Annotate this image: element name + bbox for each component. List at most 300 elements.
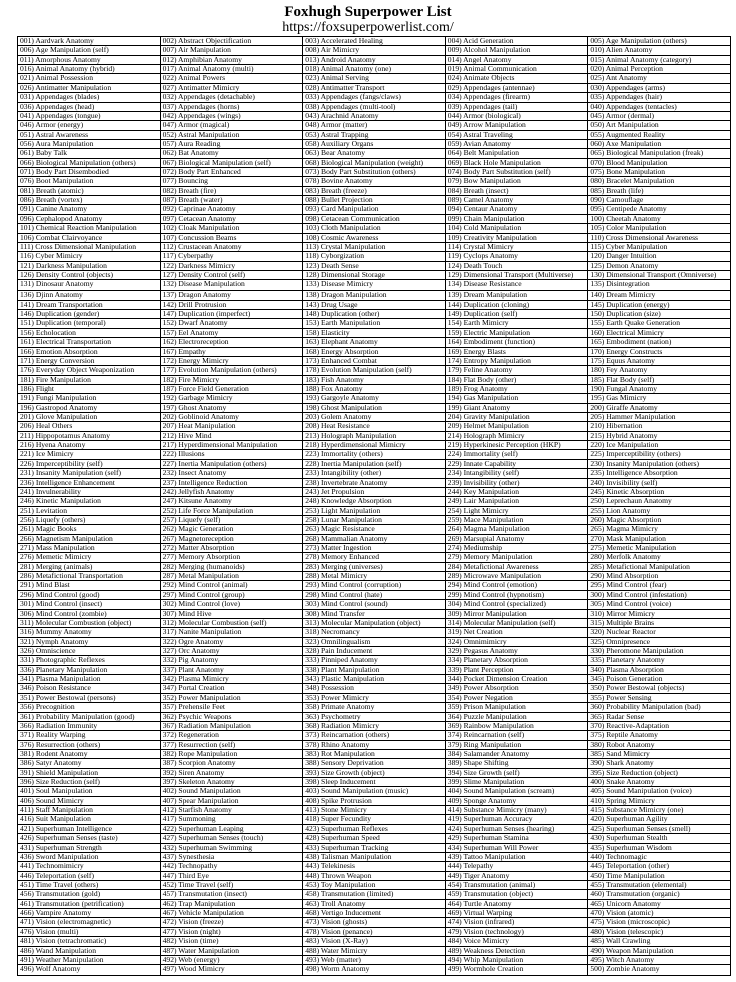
power-cell: 420) Superhuman Agility: [588, 815, 731, 824]
power-cell: 106) Combat Clairvoyance: [18, 233, 161, 242]
table-row: [18, 834, 731, 843]
power-cell: 471) Vision (electromagnetic): [18, 918, 161, 927]
power-cell: 080) Bracelet Manipulation: [588, 177, 731, 186]
power-cell: 155) Earth Quake Generation: [588, 319, 731, 328]
power-cell: 083) Breath (freeze): [303, 186, 446, 195]
power-cell: 335) Planetary Anatomy: [588, 656, 731, 665]
power-cell: 147) Duplication (imperfect): [160, 310, 303, 319]
power-cell: 066) Biological Manipulation (others): [18, 158, 161, 167]
power-cell: 190) Fungal Anatomy: [588, 384, 731, 393]
power-cell: 184) Flat Body (other): [445, 375, 588, 384]
power-cell: 137) Dragon Anatomy: [160, 291, 303, 300]
power-cell: 194) Gas Manipulation: [445, 394, 588, 403]
power-cell: 358) Primate Anatomy: [303, 703, 446, 712]
table-row: [18, 55, 731, 64]
power-cell: 249) Lair Manipulation: [445, 497, 588, 506]
power-cell: 235) Intelligence Absorption: [588, 469, 731, 478]
power-cell: 382) Rope Manipulation: [160, 749, 303, 758]
power-cell: 339) Plant Perception: [445, 665, 588, 674]
power-cell: 062) Bat Anatomy: [160, 149, 303, 158]
power-cell: 500) Zombie Anatomy: [588, 965, 731, 976]
power-cell: 222) Illusions: [160, 450, 303, 459]
power-cell: 349) Power Absorption: [445, 684, 588, 693]
power-cell: 285) Metafictional Manipulation: [588, 562, 731, 571]
table-row: [18, 647, 731, 656]
power-cell: 478) Vision (penance): [303, 927, 446, 936]
table-row: [18, 684, 731, 693]
power-cell: 152) Dwarf Anatomy: [160, 319, 303, 328]
table-row: [18, 46, 731, 55]
power-cell: 076) Boot Manipulation: [18, 177, 161, 186]
power-cell: 271) Mass Manipulation: [18, 544, 161, 553]
power-cell: 128) Dimensional Storage: [303, 270, 446, 279]
power-cell: 073) Body Part Substitution (others): [303, 168, 446, 177]
table-row: [18, 149, 731, 158]
table-row: [18, 270, 731, 279]
power-cell: 227) Inertia Manipulation (others): [160, 459, 303, 468]
table-row: [18, 384, 731, 393]
power-cell: 473) Vision (ghosts): [303, 918, 446, 927]
power-cell: 048) Armor (matter): [303, 121, 446, 130]
power-cell: 410) Spring Mimicry: [588, 796, 731, 805]
table-row: [18, 778, 731, 787]
power-cell: 267) Magnetoreception: [160, 534, 303, 543]
power-cell: 162) Electroreception: [160, 338, 303, 347]
power-cell: 360) Probability Manipulation (bad): [588, 703, 731, 712]
power-cell: 149) Duplication (self): [445, 310, 588, 319]
power-cell: 298) Mind Control (hate): [303, 590, 446, 599]
power-cell: 081) Breath (atomic): [18, 186, 161, 195]
power-cell: 016) Animal Anatomy (hybrid): [18, 65, 161, 74]
power-cell: 470) Vision (atomic): [588, 909, 731, 918]
power-cell: 008) Air Mimicry: [303, 46, 446, 55]
power-cell: 060) Axe Manipulation: [588, 139, 731, 148]
table-row: [18, 497, 731, 506]
table-row: [18, 796, 731, 805]
power-cell: 075) Bone Manipulation: [588, 168, 731, 177]
table-row: [18, 787, 731, 796]
power-cell: 013) Android Anatomy: [303, 55, 446, 64]
power-cell: 321) Nymph Anatomy: [18, 637, 161, 646]
power-cell: 263) Magic Resistance: [303, 525, 446, 534]
power-cell: 351) Power Bestowal (persons): [18, 693, 161, 702]
power-cell: 161) Electrical Transportation: [18, 338, 161, 347]
power-cell: 392) Siren Anatomy: [160, 768, 303, 777]
table-row: [18, 487, 731, 496]
power-cell: 452) Time Travel (self): [160, 880, 303, 889]
power-cell: 367) Radiation Manipulation: [160, 721, 303, 730]
power-cell: 130) Dimensional Transport (Omniverse): [588, 270, 731, 279]
power-cell: 333) Pinniped Anatomy: [303, 656, 446, 665]
power-cell: 486) Wand Manipulation: [18, 946, 161, 955]
power-cell: 324) Omnimimicry: [445, 637, 588, 646]
power-cell: 085) Breath (life): [588, 186, 731, 195]
power-cell: 270) Mask Manipulation: [588, 534, 731, 543]
power-cell: 195) Gas Mimicry: [588, 394, 731, 403]
power-cell: 469) Virtual Warping: [445, 909, 588, 918]
power-cell: 170) Energy Constructs: [588, 347, 731, 356]
table-row: [18, 562, 731, 571]
power-cell: 379) Ring Manipulation: [445, 740, 588, 749]
power-cell: 198) Ghost Manipulation: [303, 403, 446, 412]
power-cell: 054) Astral Traveling: [445, 130, 588, 139]
power-cell: 476) Vision (multi): [18, 927, 161, 936]
power-cell: 253) Light Manipulation: [303, 506, 446, 515]
power-cell: 346) Poison Resistance: [18, 684, 161, 693]
power-cell: 131) Dinosaur Anatomy: [18, 280, 161, 291]
power-cell: 480) Vision (telescopic): [588, 927, 731, 936]
power-cell: 322) Ogre Anatomy: [160, 637, 303, 646]
power-cell: 490) Weapon Manipulation: [588, 946, 731, 955]
power-cell: 186) Flight: [18, 384, 161, 393]
power-cell: 353) Power Mimicry: [303, 693, 446, 702]
power-cell: 459) Transmutation (object): [445, 890, 588, 899]
power-cell: 297) Mind Control (group): [160, 590, 303, 599]
power-cell: 181) Fire Manipulation: [18, 375, 161, 384]
table-row: [18, 242, 731, 251]
power-cell: 024) Animate Objects: [445, 74, 588, 83]
power-cell: 277) Memory Absorption: [160, 553, 303, 562]
power-cell: 441) Technomimicry: [18, 862, 161, 871]
power-cell: 446) Teleportation (self): [18, 871, 161, 880]
power-cell: 240) Invisibility (self): [588, 478, 731, 487]
power-cell: 197) Ghost Anatomy: [160, 403, 303, 412]
power-cell: 055) Augmented Reality: [588, 130, 731, 139]
power-cell: 037) Appendages (horns): [160, 102, 303, 111]
power-cell: 415) Substance Mimicry (one): [588, 806, 731, 815]
power-cell: 011) Amorphous Anatomy: [18, 55, 161, 64]
table-row: [18, 252, 731, 261]
power-cell: 368) Radiation Mimicry: [303, 721, 446, 730]
power-cell: 454) Transmutation (animal): [445, 880, 588, 889]
power-cell: 468) Vertigo Inducement: [303, 909, 446, 918]
power-cell: 463) Troll Anatomy: [303, 899, 446, 908]
table-row: [18, 965, 731, 976]
power-cell: 403) Sound Manipulation (music): [303, 787, 446, 796]
power-cell: 049) Arrow Manipulation: [445, 121, 588, 130]
power-cell: 193) Gargoyle Anatomy: [303, 394, 446, 403]
power-cell: 059) Avian Anatomy: [445, 139, 588, 148]
power-cell: 112) Crustacean Anatomy: [160, 242, 303, 251]
power-cell: 493) Web (matter): [303, 955, 446, 964]
power-cell: 051) Astral Awareness: [18, 130, 161, 139]
power-cell: 119) Cyclops Anatomy: [445, 252, 588, 261]
table-row: [18, 815, 731, 824]
power-cell: 437) Synesthesia: [160, 852, 303, 861]
table-row: [18, 338, 731, 347]
power-cell: 210) Hibernation: [588, 422, 731, 431]
power-cell: 363) Psychometry: [303, 712, 446, 721]
power-cell: 072) Body Part Enhanced: [160, 168, 303, 177]
power-cell: 183) Fish Anatomy: [303, 375, 446, 384]
power-cell: 133) Disease Mimicry: [303, 280, 446, 291]
power-cell: 306) Mind Control (zombie): [18, 609, 161, 618]
power-cell: 061) Baby Talk: [18, 149, 161, 158]
table-row: [18, 712, 731, 721]
power-cell: 098) Cetacean Communication: [303, 214, 446, 223]
power-cell: 440) Technomagic: [588, 852, 731, 861]
power-cell: 204) Gravity Manipulation: [445, 413, 588, 422]
table-row: [18, 366, 731, 375]
power-cell: 140) Dream Mimicry: [588, 291, 731, 300]
table-row: [18, 102, 731, 111]
power-cell: 295) Mind Control (fear): [588, 581, 731, 590]
power-cell: 436) Sword Manipulation: [18, 852, 161, 861]
power-cell: 307) Mind Hive: [160, 609, 303, 618]
table-row: [18, 899, 731, 908]
power-cell: 196) Gastropod Anatomy: [18, 403, 161, 412]
power-cell: 383) Rot Manipulation: [303, 749, 446, 758]
power-cell: 033) Appendages (fangs/claws): [303, 93, 446, 102]
power-cell: 017) Animal Anatomy (multi): [160, 65, 303, 74]
power-cell: 224) Immortality (self): [445, 450, 588, 459]
power-cell: 248) Knowledge Absorption: [303, 497, 446, 506]
table-row: [18, 356, 731, 365]
power-cell: 421) Superhuman Intelligence: [18, 824, 161, 833]
power-cell: 483) Vision (X-Ray): [303, 937, 446, 946]
table-row: [18, 918, 731, 927]
table-row: [18, 937, 731, 946]
table-row: [18, 168, 731, 177]
power-cell: 068) Biological Manipulation (weight): [303, 158, 446, 167]
table-row: [18, 768, 731, 777]
power-cell: 108) Cosmic Awareness: [303, 233, 446, 242]
power-cell: 453) Toy Manipulation: [303, 880, 446, 889]
power-cell: 422) Superhuman Leaping: [160, 824, 303, 833]
power-cell: 001) Aardvark Anatomy: [18, 37, 161, 46]
power-cell: 273) Matter Ingestion: [303, 544, 446, 553]
power-cell: 359) Prison Manipulation: [445, 703, 588, 712]
power-cell: 394) Size Growth (self): [445, 768, 588, 777]
power-cell: 002) Abstract Objectification: [160, 37, 303, 46]
table-row: [18, 139, 731, 148]
power-cell: 477) Vision (night): [160, 927, 303, 936]
power-cell: 338) Plant Manipulation: [303, 665, 446, 674]
power-cell: 275) Memetic Manipulation: [588, 544, 731, 553]
power-cell: 489) Weakness Detection: [445, 946, 588, 955]
power-cell: 337) Plant Anatomy: [160, 665, 303, 674]
power-cell: 114) Crystal Mimicry: [445, 242, 588, 251]
power-cell: 239) Invisibility (other): [445, 478, 588, 487]
table-row: [18, 515, 731, 524]
power-cell: 040) Appendages (tentacles): [588, 102, 731, 111]
power-cell: 151) Duplication (temporal): [18, 319, 161, 328]
power-cell: 250) Leprechaun Anatomy: [588, 497, 731, 506]
power-cell: 282) Merging (humanoids): [160, 562, 303, 571]
power-cell: 027) Antimatter Mimicry: [160, 83, 303, 92]
power-cell: 203) Golem Anatomy: [303, 413, 446, 422]
table-row: [18, 843, 731, 852]
power-cell: 107) Concussion Beams: [160, 233, 303, 242]
power-cell: 031) Appendages (blades): [18, 93, 161, 102]
power-cell: 284) Metafictional Awareness: [445, 562, 588, 571]
power-cell: 035) Appendages (hair): [588, 93, 731, 102]
power-cell: 381) Rodent Anatomy: [18, 749, 161, 758]
power-cell: 424) Superhuman Senses (hearing): [445, 824, 588, 833]
power-cell: 233) Intangibility (other): [303, 469, 446, 478]
power-cell: 097) Cetacean Anatomy: [160, 214, 303, 223]
power-cell: 260) Magic Absorption: [588, 515, 731, 524]
power-cell: 491) Weather Manipulation: [18, 955, 161, 964]
power-cell: 020) Animal Perception: [588, 65, 731, 74]
power-cell: 433) Superhuman Tracking: [303, 843, 446, 852]
power-cell: 272) Matter Absorption: [160, 544, 303, 553]
table-row: [18, 431, 731, 440]
table-row: [18, 347, 731, 356]
power-cell: 192) Garbage Mimicry: [160, 394, 303, 403]
power-cell: 268) Mammalian Anatomy: [303, 534, 446, 543]
power-cell: 262) Magic Generation: [160, 525, 303, 534]
table-row: [18, 618, 731, 627]
power-cell: 241) Invulnerability: [18, 487, 161, 496]
power-cell: 276) Memetic Mimicry: [18, 553, 161, 562]
power-cell: 461) Transmutation (petrification): [18, 899, 161, 908]
power-cell: 481) Vision (tetrachromatic): [18, 937, 161, 946]
power-cell: 047) Armor (magical): [160, 121, 303, 130]
power-cell: 439) Tattoo Manipulation: [445, 852, 588, 861]
power-cell: 465) Unicorn Anatomy: [588, 899, 731, 908]
power-cell: 094) Centaur Anatomy: [445, 205, 588, 214]
power-cell: 413) Stone Mimicry: [303, 806, 446, 815]
table-row: [18, 478, 731, 487]
power-cell: 323) Omnilingualism: [303, 637, 446, 646]
power-cell: 231) Insanity Manipulation (self): [18, 469, 161, 478]
table-row: [18, 909, 731, 918]
power-cell: 320) Nuclear Reactor: [588, 628, 731, 637]
table-row: [18, 74, 731, 83]
power-cell: 429) Superhuman Stamina: [445, 834, 588, 843]
power-cell: 087) Breath (water): [160, 196, 303, 205]
power-cell: 070) Blood Manipulation: [588, 158, 731, 167]
power-cell: 279) Memory Manipulation: [445, 553, 588, 562]
power-cell: 290) Mind Absorption: [588, 572, 731, 581]
power-cell: 084) Breath (insect): [445, 186, 588, 195]
power-cell: 438) Talisman Manipulation: [303, 852, 446, 861]
table-row: [18, 600, 731, 609]
power-cell: 416) Suit Manipulation: [18, 815, 161, 824]
power-cell: 120) Danger Intuition: [588, 252, 731, 261]
power-cell: 164) Embodiment (function): [445, 338, 588, 347]
power-cell: 426) Superhuman Senses (taste): [18, 834, 161, 843]
table-row: [18, 862, 731, 871]
table-row: [18, 609, 731, 618]
power-cell: 028) Antimatter Transport: [303, 83, 446, 92]
power-cell: 309) Mirror Manipulation: [445, 609, 588, 618]
power-cell: 171) Energy Conversion: [18, 356, 161, 365]
power-cell: 312) Molecular Combustion (self): [160, 618, 303, 627]
power-cell: 286) Metafictional Transportation: [18, 572, 161, 581]
power-cell: 146) Duplication (gender): [18, 310, 161, 319]
power-cell: 167) Empathy: [160, 347, 303, 356]
power-cell: 213) Holograph Manipulation: [303, 431, 446, 440]
power-cell: 492) Web (energy): [160, 955, 303, 964]
power-cell: 460) Transmutation (organic): [588, 890, 731, 899]
power-cell: 088) Bullet Projection: [303, 196, 446, 205]
power-cell: 314) Molecular Manipulation (self): [445, 618, 588, 627]
power-cell: 308) Mind Transfer: [303, 609, 446, 618]
power-cell: 456) Transmutation (gold): [18, 890, 161, 899]
power-cell: 334) Planetary Absorption: [445, 656, 588, 665]
power-cell: 032) Appendages (detachable): [160, 93, 303, 102]
table-row: [18, 628, 731, 637]
power-cell: 472) Vision (freeze): [160, 918, 303, 927]
table-row: [18, 721, 731, 730]
power-cell: 496) Wolf Anatomy: [18, 965, 161, 976]
table-row: [18, 310, 731, 319]
power-cell: 377) Resurrection (self): [160, 740, 303, 749]
table-row: [18, 544, 731, 553]
table-row: [18, 130, 731, 139]
power-cell: 336) Planetary Manipulation: [18, 665, 161, 674]
power-cell: 245) Kinetic Absorption: [588, 487, 731, 496]
power-cell: 185) Flat Body (self): [588, 375, 731, 384]
power-cell: 369) Rainbow Manipulation: [445, 721, 588, 730]
power-cell: 432) Superhuman Swimming: [160, 843, 303, 852]
power-cell: 449) Tiger Anatomy: [445, 871, 588, 880]
table-row: [18, 525, 731, 534]
power-cell: 397) Skeleton Anatomy: [160, 778, 303, 787]
table-row: [18, 675, 731, 684]
power-cell: 078) Bovine Anatomy: [303, 177, 446, 186]
power-cell: 313) Molecular Manipulation (object): [303, 618, 446, 627]
power-cell: 169) Energy Blasts: [445, 347, 588, 356]
power-cell: 021) Animal Possession: [18, 74, 161, 83]
power-cell: 301) Mind Control (insect): [18, 600, 161, 609]
power-cell: 153) Earth Manipulation: [303, 319, 446, 328]
power-cell: 299) Mind Control (hypnotism): [445, 590, 588, 599]
power-cell: 219) Hyperkinesic Perception (HKP): [445, 441, 588, 450]
power-cell: 166) Emotion Absorption: [18, 347, 161, 356]
power-cell: 479) Vision (technology): [445, 927, 588, 936]
power-cell: 419) Superhuman Accuracy: [445, 815, 588, 824]
power-cell: 200) Giraffe Anatomy: [588, 403, 731, 412]
power-cell: 034) Appendages (firearm): [445, 93, 588, 102]
power-cell: 010) Alien Anatomy: [588, 46, 731, 55]
power-cell: 074) Body Part Substitution (self): [445, 168, 588, 177]
power-cell: 482) Vision (time): [160, 937, 303, 946]
power-cell: 144) Duplication (cloning): [445, 300, 588, 309]
power-cell: 007) Air Manipulation: [160, 46, 303, 55]
power-cell: 207) Heat Manipulation: [160, 422, 303, 431]
power-cell: 052) Astral Manipulation: [160, 130, 303, 139]
power-cell: 400) Snake Anatomy: [588, 778, 731, 787]
power-cell: 043) Arachnid Anatomy: [303, 111, 446, 120]
power-cell: 269) Marsupial Anatomy: [445, 534, 588, 543]
power-cell: 232) Insect Anatomy: [160, 469, 303, 478]
power-cell: 317) Nanite Manipulation: [160, 628, 303, 637]
power-cell: 384) Salamander Anatomy: [445, 749, 588, 758]
power-cell: 172) Energy Mimicry: [160, 356, 303, 365]
power-cell: 217) Hyperdimensional Manipulation: [160, 441, 303, 450]
power-cell: 303) Mind Control (sound): [303, 600, 446, 609]
table-row: [18, 111, 731, 120]
power-cell: 209) Helmet Manipulation: [445, 422, 588, 431]
power-cell: 404) Sound Manipulation (scream): [445, 787, 588, 796]
power-cell: 364) Puzzle Manipulation: [445, 712, 588, 721]
power-cell: 427) Superhuman Senses (touch): [160, 834, 303, 843]
table-row: [18, 553, 731, 562]
power-cell: 398) Sleep Inducement: [303, 778, 446, 787]
table-row: [18, 740, 731, 749]
power-cell: 142) Drill Protrusion: [160, 300, 303, 309]
power-cell: 455) Transmutation (elemental): [588, 880, 731, 889]
table-row: [18, 422, 731, 431]
power-cell: 406) Sound Mimicry: [18, 796, 161, 805]
power-cell: 375) Reptile Anatomy: [588, 731, 731, 740]
power-cell: 188) Fox Anatomy: [303, 384, 446, 393]
power-cell: 361) Probability Manipulation (good): [18, 712, 161, 721]
power-cell: 154) Earth Mimicry: [445, 319, 588, 328]
